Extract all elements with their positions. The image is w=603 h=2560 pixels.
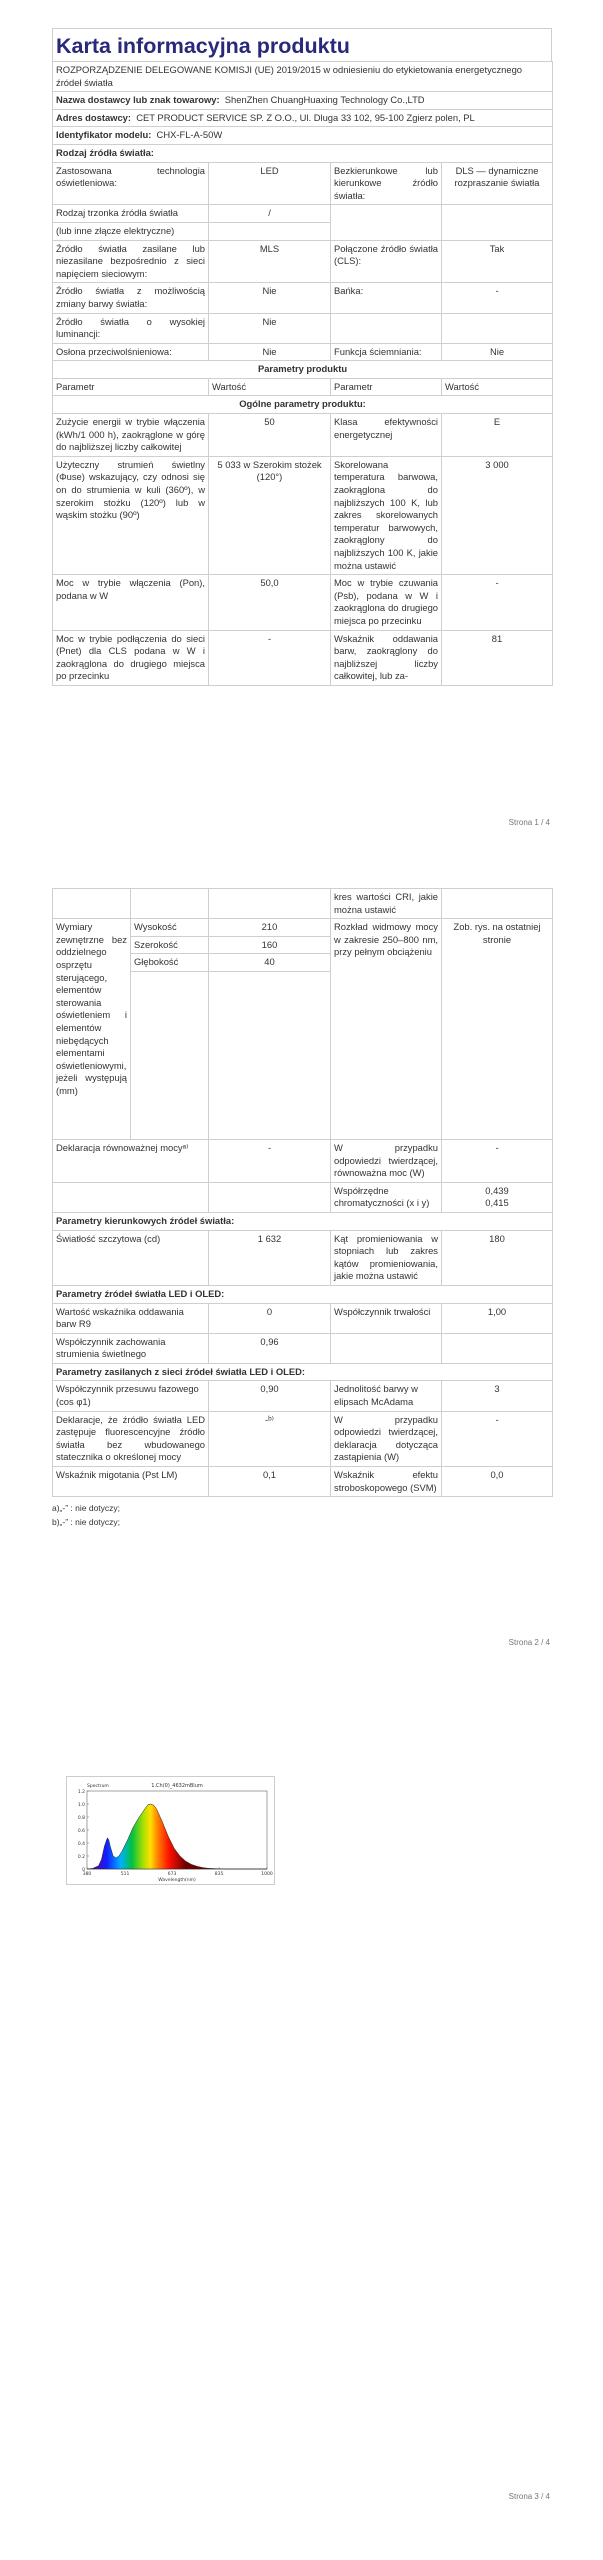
supplier-value: ShenZhen ChuangHuaxing Technology Co.,LTD bbox=[224, 94, 425, 106]
equiv-power-2-value: - bbox=[442, 1139, 553, 1182]
page-2 bbox=[52, 888, 552, 1529]
beam-angle-value: 180 bbox=[442, 1230, 553, 1285]
standby-power-label: Moc w trybie czuwania (Psb), podana w W i zaokrąglona do drugiego miejsca po przecinku bbox=[331, 575, 442, 630]
chart-title: 1.Ch(0)_4632mBlum bbox=[151, 1783, 203, 1789]
page-number-1: Strona 1 / 4 bbox=[508, 818, 550, 827]
peak-intensity-label: Światłość szczytowa (cd) bbox=[53, 1230, 209, 1285]
depth-value: 40 bbox=[209, 954, 331, 972]
energy-label: Zużycie energii w trybie włączenia (kWh/1 000 h), zaokrąglone w górę do najbliższej liczby całkowitej bbox=[53, 414, 209, 457]
stroboscopic-label: Wskaźnik efektu stroboskopowego (SVM) bbox=[331, 1467, 442, 1497]
housing-value: - bbox=[442, 283, 553, 313]
glare-label: Osłona przeciwolśnieniowa: bbox=[53, 343, 209, 361]
mcadam-label: Jednolitość barwy w elipsach McAdama bbox=[331, 1381, 442, 1411]
on-mode-power-value: 50,0 bbox=[209, 575, 331, 630]
footnotes bbox=[52, 1501, 552, 1529]
flux-value: 5 033 w Szerokim stożek (120°) bbox=[209, 456, 331, 574]
x-tick-label: 380 bbox=[82, 1872, 92, 1877]
energy-class-value: E bbox=[442, 414, 553, 457]
flicker-value: 0,1 bbox=[209, 1467, 331, 1497]
replacement-2-label: W przypadku odpowiedzi twierdzącej, deklaracja dotycząca zastąpienia (W) bbox=[331, 1411, 442, 1466]
cap-label-2: (lub inne złącze elektryczne) bbox=[53, 222, 209, 240]
cri-label-cont: kres wartości CRI, jakie można ustawić bbox=[331, 889, 442, 919]
model-label: Identyfikator modelu: bbox=[56, 129, 152, 141]
high-luminance-label: Źródło światła o wysokiej luminancji: bbox=[53, 313, 209, 343]
height-value: 210 bbox=[209, 919, 331, 937]
dimming-value: Nie bbox=[442, 343, 553, 361]
x-tick-label: 511 bbox=[120, 1872, 130, 1877]
spectrum-chart-svg bbox=[67, 1777, 274, 1884]
r9-value: 0 bbox=[209, 1303, 331, 1333]
chromaticity-y: 0,415 bbox=[485, 1197, 509, 1209]
equiv-power-2-label: W przypadku odpowiedzi twierdzącej, równoważna moc (W) bbox=[331, 1139, 442, 1182]
energy-value: 50 bbox=[209, 414, 331, 457]
col-header-param: Parametr bbox=[53, 378, 209, 396]
supplier-label: Nazwa dostawcy lub znak towarowy: bbox=[56, 94, 220, 106]
flux-label: Użyteczny strumień świetlny (Φuse) wskazujący, czy odnosi się on do strumienia w kuli (360º), w szerokim stożku (120º) lub w wąskim stożku (90º) bbox=[53, 456, 209, 574]
cap-value: / bbox=[209, 205, 331, 223]
lumen-maint-value: 0,96 bbox=[209, 1333, 331, 1363]
colour-tunable-label: Źródło światła z możliwością zmiany barwy światła: bbox=[53, 283, 209, 313]
colour-tunable-value: Nie bbox=[209, 283, 331, 313]
equiv-power-value: - bbox=[209, 1139, 331, 1182]
width-value: 160 bbox=[209, 936, 331, 954]
dimensions-label: Wymiary zewnętrzne bez oddzielnego osprzętu sterującego, elementów sterowania oświetleniem i elementów niebędących elementami oświetleniowymi, jeżeli występują (mm) bbox=[53, 919, 131, 1140]
mains-value: MLS bbox=[209, 240, 331, 283]
col-header-value-2: Wartość bbox=[442, 378, 553, 396]
page-title: Karta informacyjna produktu bbox=[52, 28, 552, 61]
cri-value: 81 bbox=[442, 630, 553, 685]
x-tick-label: 673 bbox=[167, 1872, 177, 1877]
networked-power-value: - bbox=[209, 630, 331, 685]
glare-value: Nie bbox=[209, 343, 331, 361]
lumen-maint-label: Współczynnik zachowania strumienia świetlnego bbox=[53, 1333, 209, 1363]
flicker-label: Wskaźnik migotania (Pst LM) bbox=[53, 1467, 209, 1497]
power-factor-value: 0,90 bbox=[209, 1381, 331, 1411]
section-product-params: Parametry produktu bbox=[53, 361, 553, 379]
spectrum-chart bbox=[66, 1776, 275, 1885]
networked-power-label: Moc w trybie podłączenia do sieci (Pnet) dla CLS podana w W i zaokrąglona do drugiego miejsca po przecinku bbox=[53, 630, 209, 685]
replacement-label: Deklaracje, że źródło światła LED zastępuje fluorescencyjne źródło światła bez wbudowanego statecznika o określonej mocy bbox=[53, 1411, 209, 1466]
spd-value: Zob. rys. na ostatniej stronie bbox=[442, 919, 553, 1140]
dimming-label: Funkcja ściemniania: bbox=[331, 343, 442, 361]
chromaticity-value bbox=[442, 1182, 553, 1212]
y-tick-label: 1.2 bbox=[77, 1790, 85, 1795]
col-header-value: Wartość bbox=[209, 378, 331, 396]
replacement-2-value: - bbox=[442, 1411, 553, 1466]
section-general-params: Ogólne parametry produktu: bbox=[53, 396, 553, 414]
chromaticity-label: Współrzędne chromatyczności (x i y) bbox=[331, 1182, 442, 1212]
housing-label: Bańka: bbox=[331, 283, 442, 313]
chromaticity-x: 0,439 bbox=[485, 1184, 509, 1196]
peak-intensity-value: 1 632 bbox=[209, 1230, 331, 1285]
y-tick-label: 0.8 bbox=[77, 1816, 85, 1821]
model-value: CHX-FL-A-50W bbox=[156, 129, 223, 141]
high-luminance-value: Nie bbox=[209, 313, 331, 343]
page-number-2: Strona 2 / 4 bbox=[508, 1638, 550, 1647]
stroboscopic-value: 0,0 bbox=[442, 1467, 553, 1497]
x-tick-label: 835 bbox=[214, 1872, 224, 1877]
replacement-value: -ᵇ⁾ bbox=[209, 1411, 331, 1466]
y-tick-label: 0.6 bbox=[77, 1829, 85, 1834]
section-directional: Parametry kierunkowych źródeł światła: bbox=[53, 1212, 553, 1230]
directional-value: DLS — dynamiczne rozpraszanie światła bbox=[442, 162, 553, 205]
footnote-a: a)„-” : nie dotyczy; bbox=[52, 1503, 121, 1514]
mcadam-value: 3 bbox=[442, 1381, 553, 1411]
y-axis-label: Spectrum bbox=[87, 1784, 109, 1789]
mains-label: Źródło światła zasilane lub niezasilane bezpośrednio z sieci napięciem sieciowym: bbox=[53, 240, 209, 283]
r9-label: Wartość wskaźnika oddawania barw R9 bbox=[53, 1303, 209, 1333]
y-tick-label: 0.4 bbox=[77, 1842, 85, 1847]
y-tick-label: 0 bbox=[82, 1868, 85, 1873]
equiv-power-label: Deklaracja równoważnej mocyᵃ⁾ bbox=[53, 1139, 209, 1182]
survival-value: 1,00 bbox=[442, 1303, 553, 1333]
section-mains-led: Parametry zasilanych z sieci źródeł światła LED i OLED: bbox=[53, 1363, 553, 1381]
directional-label: Bezkierunkowe lub kierunkowe źródło światła: bbox=[331, 162, 442, 205]
page-number-3: Strona 3 / 4 bbox=[508, 2492, 550, 2501]
cct-label: Skorelowana temperatura barwowa, zaokrąglona do najbliższych 100 K, lub zakres skorelowanych temperatur barwowych, zaokrąglony do najbliższych 100 K, jakie można ustawić bbox=[331, 456, 442, 574]
cri-label: Wskaźnik oddawania barw, zaokrąglony do najbliższej liczby całkowitej, lub za- bbox=[331, 630, 442, 685]
address-value: CET PRODUCT SERVICE SP. Z O.O., Ul. Dluga 33 102, 95-100 Zgierz polen, PL bbox=[136, 111, 475, 123]
address-row bbox=[53, 109, 553, 127]
address-label: Adres dostawcy: bbox=[56, 111, 132, 123]
x-tick-label: 1000 bbox=[261, 1872, 273, 1877]
tech-label: Zastosowana technologia oświetleniowa: bbox=[53, 162, 209, 205]
cls-label: Połączone źródło światła (CLS): bbox=[331, 240, 442, 283]
cap-label: Rodzaj trzonka źródła światła bbox=[53, 205, 209, 223]
product-info-table-2 bbox=[52, 888, 553, 1497]
beam-angle-label: Kąt promieniowania w stopniach lub zakres kątów promieniowania, jakie można ustawić bbox=[331, 1230, 442, 1285]
regulation-text: ROZPORZĄDZENIE DELEGOWANE KOMISJI (UE) 2019/2015 w odniesieniu do etykietowania energetycznego źródeł światła bbox=[53, 62, 553, 92]
model-row bbox=[53, 127, 553, 145]
cls-value: Tak bbox=[442, 240, 553, 283]
energy-class-label: Klasa efektywności energetycznej bbox=[331, 414, 442, 457]
y-tick-label: 1.0 bbox=[77, 1803, 85, 1808]
footnote-b: b)„-” : nie dotyczy; bbox=[52, 1517, 121, 1528]
height-label: Wysokość bbox=[131, 919, 209, 937]
survival-label: Współczynnik trwałości bbox=[331, 1303, 442, 1333]
tech-value: LED bbox=[209, 162, 331, 205]
section-source-type: Rodzaj źródła światła: bbox=[53, 144, 553, 162]
cct-value: 3 000 bbox=[442, 456, 553, 574]
y-tick-label: 0.2 bbox=[77, 1855, 85, 1860]
supplier-row bbox=[53, 92, 553, 110]
depth-label: Głębokość bbox=[131, 954, 209, 972]
section-led: Parametry źródeł światła LED i OLED: bbox=[53, 1285, 553, 1303]
page-1 bbox=[52, 28, 552, 686]
product-info-table-1 bbox=[52, 61, 553, 686]
on-mode-power-label: Moc w trybie włączenia (Pon), podana w W bbox=[53, 575, 209, 630]
spd-label: Rozkład widmowy mocy w zakresie 250–800 nm, przy pełnym obciążeniu bbox=[331, 919, 442, 1140]
col-header-param-2: Parametr bbox=[331, 378, 442, 396]
standby-power-value: - bbox=[442, 575, 553, 630]
width-label: Szerokość bbox=[131, 936, 209, 954]
x-axis-label: Wavelength(nm) bbox=[158, 1878, 196, 1883]
power-factor-label: Współczynnik przesuwu fazowego (cos φ1) bbox=[53, 1381, 209, 1411]
